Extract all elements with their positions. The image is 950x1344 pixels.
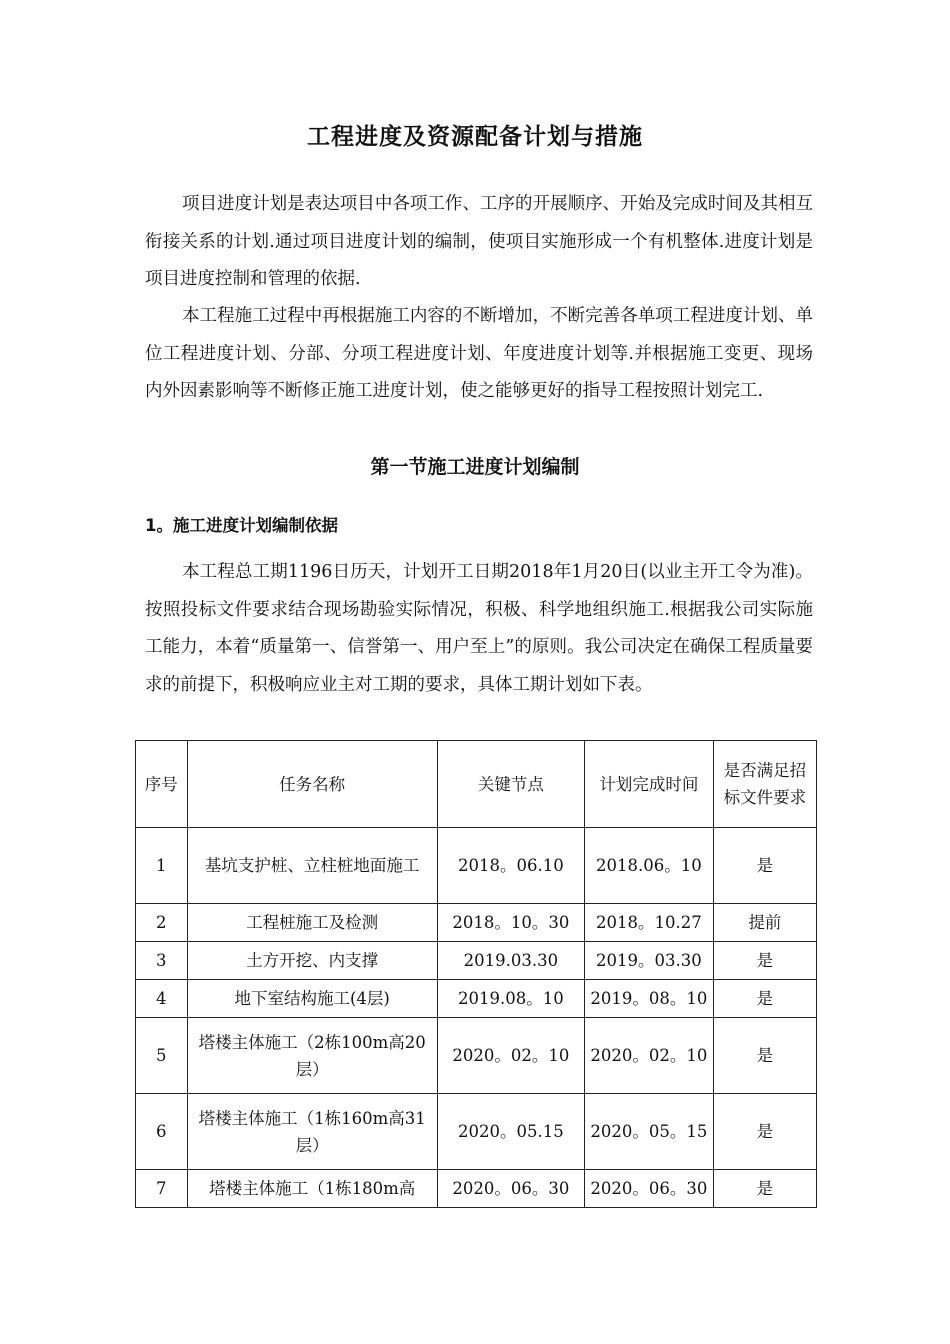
table-row: [136, 1170, 817, 1208]
cell-index: 3: [136, 942, 188, 980]
section-heading: 第一节施工进度计划编制: [370, 456, 580, 478]
cell-task-name: 土方开挖、内支撑: [187, 942, 437, 980]
cell-task-name: 基坑支护桩、立柱桩地面施工: [187, 828, 437, 904]
header-planned-completion: 计划完成时间: [584, 741, 713, 828]
cell-task-name: 塔楼主体施工（2栋100m高20层）: [187, 1018, 437, 1094]
cell-task-name: 塔楼主体施工（1栋180m高: [187, 1170, 437, 1208]
cell-planned-completion: 2019。08。10: [584, 980, 713, 1018]
cell-key-node: 2019.03.30: [437, 942, 584, 980]
header-task-name: 任务名称: [187, 741, 437, 828]
cell-planned-completion: 2019。03.30: [584, 942, 713, 980]
table-row: [136, 828, 817, 904]
cell-index: 2: [136, 904, 188, 942]
subsection-heading: 1。施工进度计划编制依据: [145, 516, 338, 535]
cell-key-node: 2020。05.15: [437, 1094, 584, 1170]
document-title: 工程进度及资源配备计划与措施: [307, 124, 643, 150]
cell-meets-requirement: 是: [713, 1094, 816, 1170]
header-key-node: 关键节点: [437, 741, 584, 828]
cell-key-node: 2020。02。10: [437, 1018, 584, 1094]
cell-task-name: 工程桩施工及检测: [187, 904, 437, 942]
cell-planned-completion: 2018.06。10: [584, 828, 713, 904]
table-header-row: [136, 741, 817, 828]
schedule-table: [135, 740, 817, 1208]
header-index: 序号: [136, 741, 188, 828]
table-row: [136, 1018, 817, 1094]
header-meets-requirement: 是否满足招标文件要求: [713, 741, 816, 828]
cell-meets-requirement: 提前: [713, 904, 816, 942]
cell-index: 6: [136, 1094, 188, 1170]
cell-index: 1: [136, 828, 188, 904]
table-row: [136, 904, 817, 942]
cell-meets-requirement: 是: [713, 1170, 816, 1208]
cell-key-node: 2019.08。10: [437, 980, 584, 1018]
cell-task-name: 塔楼主体施工（1栋160m高31层）: [187, 1094, 437, 1170]
table-row: [136, 1094, 817, 1170]
intro-paragraph-1: 项目进度计划是表达项目中各项工作、工序的开展顺序、开始及完成时间及其相互衔接关系的计划.通过项目进度计划的编制，使项目实施形成一个有机整体.进度计划是项目进度控制和管理的依据.: [145, 194, 813, 289]
cell-index: 4: [136, 980, 188, 1018]
cell-index: 7: [136, 1170, 188, 1208]
cell-index: 5: [136, 1018, 188, 1094]
cell-key-node: 2018。10。30: [437, 904, 584, 942]
basis-paragraph: 本工程总工期1196日历天，计划开工日期2018年1月20日(以业主开工令为准)。按照投标文件要求结合现场勘验实际情况，积极、科学地组织施工.根据我公司实际施工能力，本着“质量第一、信誉第一、用户至上”的原则。我公司决定在确保工程质量要求的前提下，积极响应业主对工期的要求，具体工期计划如下表。: [145, 562, 813, 695]
cell-planned-completion: 2020。05。15: [584, 1094, 713, 1170]
cell-meets-requirement: 是: [713, 828, 816, 904]
cell-task-name: 地下室结构施工(4层): [187, 980, 437, 1018]
cell-key-node: 2020。06。30: [437, 1170, 584, 1208]
intro-paragraph-2: 本工程施工过程中再根据施工内容的不断增加，不断完善各单项工程进度计划、单位工程进度计划、分部、分项工程进度计划、年度进度计划等.并根据施工变更、现场内外因素影响等不断修正施工进度计划，使之能够更好的指导工程按照计划完工.: [145, 306, 813, 401]
cell-key-node: 2018。06.10: [437, 828, 584, 904]
cell-meets-requirement: 是: [713, 1018, 816, 1094]
table-row: [136, 980, 817, 1018]
cell-planned-completion: 2020。02。10: [584, 1018, 713, 1094]
cell-meets-requirement: 是: [713, 942, 816, 980]
table-row: [136, 942, 817, 980]
cell-planned-completion: 2018。10.27: [584, 904, 713, 942]
cell-planned-completion: 2020。06。30: [584, 1170, 713, 1208]
cell-meets-requirement: 是: [713, 980, 816, 1018]
